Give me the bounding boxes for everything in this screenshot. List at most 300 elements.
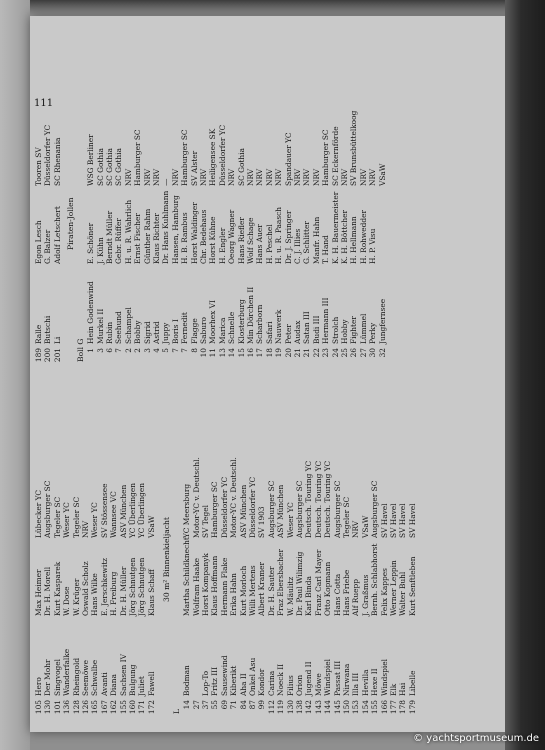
section-heading-binnenkiel: 30 m² Binnenkieljacht (162, 517, 172, 602)
cell-no: 7 (114, 348, 124, 353)
cell-name: Satan III (302, 311, 312, 344)
cell-no: 177 (389, 700, 398, 715)
cell-owner: Wolf Schage (246, 217, 255, 264)
cell-no: 155 (118, 700, 128, 715)
cell-name: Schwalbe (90, 659, 100, 696)
cell-club: VSaW (146, 515, 156, 538)
cell-name: Carina (266, 670, 276, 696)
cell-club: Deutsch. Touring YC (304, 460, 314, 538)
cell-owner: Hermann Flake (219, 557, 229, 616)
cell-owner: Erika Hahn (229, 573, 239, 616)
cell-name: Hein Godenwind (86, 281, 96, 344)
cell-club: SV Havel (398, 503, 408, 538)
cell-owner: G. Schlitter (302, 221, 312, 264)
cell-club: Hamburger SC (210, 481, 220, 538)
cell-club: SV Stössensee (99, 483, 109, 538)
class-label-piraten: Boll G (76, 338, 86, 362)
cell-name: Windspiel (379, 659, 389, 696)
cell-no: 30 (368, 348, 378, 358)
cell-owner: Wolfram Haake (191, 557, 201, 616)
cell-club: — (161, 178, 171, 186)
cell-owner: Kurt Senftleben (407, 556, 417, 616)
cell-owner: Horst Waldinger (189, 202, 199, 264)
cell-name: Bobby (133, 320, 143, 344)
cell-club: Augsburger SC (332, 480, 342, 538)
cell-no: 155 (370, 700, 380, 715)
cell-club: Weser YC (62, 502, 72, 538)
cell-name: Singvogel (52, 658, 62, 696)
cell-owner: Dr. H. Morell (43, 566, 53, 616)
cell-no: 144 (323, 700, 333, 715)
cell-name: Avanti (99, 672, 109, 696)
cell-name: Onkel Asu (248, 657, 257, 696)
cell-no: 172 (146, 700, 156, 715)
cell-no: 8 (189, 348, 199, 353)
cell-club: SC Gothia (95, 148, 105, 186)
cell-no: 200 (43, 348, 53, 363)
cell-no: 99 (257, 700, 267, 710)
cell-no: 6 (105, 348, 114, 353)
cell-club: NRV (368, 168, 378, 186)
cell-owner: Hansen, Hamburg (170, 195, 180, 264)
cell-club: SV Alster (189, 150, 199, 186)
table-lower-half (30, 22, 518, 370)
cell-no: 11 (208, 348, 218, 358)
cell-name: Fighter (349, 316, 359, 344)
cell-owner: J. Graßmus (360, 574, 370, 616)
cell-no: 154 (360, 700, 370, 715)
cell-club: YC Meersburg (182, 483, 192, 538)
cell-club: NRV (227, 168, 237, 186)
cell-name: Marica (217, 317, 227, 344)
table-upper-half (30, 374, 518, 722)
cell-owner: Bernh. Schlabhorst (370, 543, 380, 616)
cell-name: Murkel II (95, 308, 105, 344)
cell-owner: Manfr. Hahn (311, 216, 321, 264)
cell-owner: Hans Wilke (90, 573, 100, 616)
cell-owner: Karl Binda (304, 576, 314, 616)
cell-no: 25 (340, 348, 349, 358)
cell-name: Li (52, 336, 62, 344)
cell-club: SV Havel (407, 503, 417, 538)
cell-name: Seemöwe (81, 660, 90, 696)
cell-club: Deutsch. Touring YC (323, 460, 333, 538)
cell-club: Hamburger SC (321, 129, 331, 186)
cell-no: 23 (321, 348, 331, 358)
cell-club: NRV (264, 168, 274, 186)
cell-club: NRV (199, 168, 208, 186)
cell-name: Juliet (137, 676, 147, 696)
cell-owner: Albert Kramer (257, 561, 267, 616)
cell-owner: Dr. Hans Kuhlmann (161, 190, 171, 264)
cell-owner: Alf Ruepp (351, 579, 361, 616)
cell-club: Düsseldorfer YC (219, 476, 229, 538)
cell-club: Hamburger SC (133, 129, 143, 186)
cell-owner: Kurt Morloch (238, 565, 248, 616)
cell-no: 2 (123, 348, 133, 353)
cell-name: Flagge (189, 318, 199, 344)
cell-name: Hero (34, 677, 43, 696)
cell-club: NRV (81, 520, 90, 538)
cell-club: Wannsee VC (109, 491, 119, 538)
cell-name: Strolch (330, 316, 340, 344)
cell-owner: H. u. R. Paasch (274, 206, 284, 264)
cell-name: Boris I (170, 319, 180, 344)
cell-owner: W. Krüger (71, 578, 81, 616)
cell-owner: Dr. H. Sauter (266, 566, 276, 616)
cell-owner: Dr. J. Springer (283, 210, 293, 264)
cell-club: Augsburger SC (370, 480, 380, 538)
cell-owner: K. H. Bauermeister (330, 191, 340, 264)
cell-owner: Martha Schildknecht (182, 537, 192, 616)
cell-club: NRV (311, 168, 321, 186)
cell-name: Peter (283, 324, 293, 344)
cell-name: Schampel (123, 307, 133, 344)
cell-owner: H. P. Visu (368, 228, 378, 264)
cell-name: Seehund (114, 311, 124, 344)
cell-owner: Willi Mertens (248, 565, 257, 616)
cell-no: 55 (210, 700, 220, 710)
cell-owner: K. H. Böttcher (340, 210, 349, 264)
cell-name: Wanderfalke (62, 648, 72, 696)
cell-name: Moorhex VI (208, 300, 218, 344)
cell-no: 3 (142, 348, 152, 353)
cell-owner: Hans Auer (255, 224, 265, 264)
cell-name: Ralle (34, 324, 43, 344)
cell-name: Libelle (407, 670, 417, 696)
cell-name: Der Mohr (43, 659, 53, 696)
cell-club: SV Brunsbüttelkoog (349, 110, 359, 186)
cell-no: 19 (274, 348, 284, 358)
cell-no: 150 (342, 700, 351, 715)
cell-owner: Fraz Ebersbacher (276, 548, 286, 616)
cell-owner: H. Engler (217, 227, 227, 264)
cell-no: 178 (398, 700, 408, 715)
cell-no: 13 (217, 348, 227, 358)
cell-no: 27 (191, 700, 201, 710)
cell-club: Lübecker YC (34, 489, 43, 538)
cell-owner: Horst Kühne (208, 216, 218, 264)
cell-club: Weser YC (285, 502, 295, 538)
cell-club: SC Gothia (114, 148, 124, 186)
cell-name: Sachsen IV (118, 654, 128, 696)
cell-name: Hai (398, 682, 408, 696)
cell-owner: H. Rohwedder (358, 210, 368, 264)
cell-name: Aha II (238, 673, 248, 696)
book-edge-left (0, 0, 30, 750)
cell-owner: Dr. Paul Wilimzig (295, 551, 304, 616)
cell-name: Möwe (313, 673, 323, 696)
cell-club: ASV München (238, 484, 248, 538)
cell-owner: Franz Carl Mayer (313, 549, 323, 616)
cell-owner: Felix Kappes (379, 568, 389, 616)
cell-owner: E. Jerschkewitz (99, 557, 109, 616)
cell-club: NRV (302, 168, 312, 186)
cell-owner: Günther Rahm (142, 208, 152, 264)
cell-name: Bulgung (128, 664, 137, 696)
cell-owner: Hans Cotta (332, 573, 342, 616)
cell-no: 7 (170, 348, 180, 353)
cell-club: SC Eckernförde (330, 126, 340, 186)
cell-owner: Gebr. Rüffer (114, 218, 124, 264)
cell-name: Schnelle (227, 311, 237, 344)
cell-no: 101 (52, 700, 62, 715)
cell-club: NRV (246, 168, 255, 186)
cell-club: Düsseldorfer YC (248, 476, 257, 538)
cell-no: 22 (311, 348, 321, 358)
cell-owner: W. Mäulitz (285, 576, 295, 616)
cell-owner: Adolf Letschert (52, 206, 62, 264)
cell-club: SV Havel (379, 503, 389, 538)
cell-name: Fawell (146, 671, 156, 696)
cell-no: 136 (62, 700, 72, 715)
cell-no: 105 (34, 700, 43, 715)
cell-club: NRV (340, 168, 349, 186)
cell-name: Kiberikt (229, 665, 239, 696)
cell-name: Audax (293, 320, 302, 344)
cell-name: Sigrid (142, 321, 152, 344)
cell-owner: Klaus Hoffmann (210, 555, 220, 616)
cell-club: NRV (255, 168, 265, 186)
cell-no: 160 (128, 700, 137, 715)
cell-no: 130 (43, 700, 53, 715)
rotated-text-area (30, 16, 518, 732)
cell-no: 87 (248, 700, 257, 710)
cell-name: Perky (368, 322, 378, 344)
cell-club: Tegeler SC (71, 496, 81, 538)
cell-club: Tegeler SC (342, 496, 351, 538)
cell-club: NRV (358, 168, 368, 186)
cell-name: Lümmel (358, 313, 368, 344)
cell-club: VSaW (377, 163, 387, 186)
cell-no: 26 (349, 348, 359, 358)
book-edge-top (30, 0, 518, 16)
cell-owner: Dr. H. Müller (118, 566, 128, 616)
watermark: © yachtsportmuseum.de (413, 733, 539, 744)
cell-name: Elk (389, 683, 398, 696)
cell-club: WSG Berliner (86, 134, 96, 186)
cell-owner: C. J. Illies (293, 228, 302, 264)
cell-owner: G. Balzer (43, 229, 53, 264)
cell-club: Augsburger SC (266, 480, 276, 538)
book-spine (505, 0, 545, 750)
cell-club: Augsburger SC (295, 480, 304, 538)
cell-no: 21 (293, 348, 302, 358)
cell-club: Heiligensee SK (208, 128, 218, 186)
cell-owner: Chr. Bedehaus (199, 209, 208, 264)
cell-name: Bodman (182, 665, 192, 696)
cell-no: 4 (152, 348, 161, 353)
cell-owner: Oeorg Wagner (227, 209, 237, 264)
page-number: 111 (34, 98, 54, 109)
cell-owner: Berndt Müller (105, 210, 114, 264)
cell-no: 7 (180, 348, 190, 353)
cell-owner: H. u. R. Wahrlich (123, 199, 133, 264)
cell-name: Budi III (311, 315, 321, 344)
cell-owner: Jörg Schnutgen (128, 557, 137, 616)
cell-no: 128 (71, 700, 81, 715)
cell-owner: Hans Riefler (236, 217, 246, 264)
cell-no: 32 (377, 348, 387, 358)
cell-name: Diana (109, 674, 119, 696)
cell-no: 1 (86, 348, 96, 353)
cell-name: Orion (295, 674, 304, 696)
cell-owner: Hans Friebe (342, 569, 351, 616)
cell-club: SV 1903 (257, 506, 267, 538)
cell-name: Astrid (152, 321, 161, 344)
cell-name: Illa III (351, 672, 361, 696)
cell-name: Rubin (105, 321, 114, 344)
cell-owner: Egon Lesch (34, 220, 43, 264)
cell-name: Fritz III (210, 667, 220, 696)
cell-no: 189 (34, 348, 43, 363)
cell-club: Hamburger SC (180, 129, 190, 186)
cell-owner: Klaus Richter (152, 213, 161, 264)
cell-owner: H. B. Rambus (180, 212, 190, 264)
cell-name: Hobby (340, 319, 349, 344)
cell-owner: Otto Kopmann (323, 561, 333, 616)
cell-no: 201 (52, 348, 62, 363)
cell-name: Fernedit (180, 312, 190, 344)
section-heading-piraten: Piraten-Jollen (66, 197, 76, 250)
cell-no: 112 (266, 700, 276, 715)
class-label-binnenkiel: L (172, 708, 182, 714)
cell-no: 171 (137, 700, 147, 715)
cell-name: Nauwerk (274, 309, 284, 344)
cell-no: 18 (264, 348, 274, 358)
cell-no: 153 (351, 700, 361, 715)
cell-club: YC Überlingen (128, 483, 137, 538)
cell-club: NRV (142, 168, 152, 186)
cell-club: Düsseldorfer YC (43, 124, 53, 186)
cell-owner: Kurt Kasparek (52, 561, 62, 616)
cell-owner: Oswald Scholz (81, 561, 90, 616)
cell-club: Deutsch. Touring YC (313, 460, 323, 538)
cell-owner: Jörg Schnutgen (137, 557, 147, 616)
cell-club: NRV (170, 168, 180, 186)
cell-name: Hermann III (321, 297, 331, 344)
cell-name: Lop-To (201, 670, 210, 696)
cell-name: Butschi (43, 315, 53, 344)
cell-owner: Ernst Fischer (133, 213, 143, 264)
cell-no: 69 (219, 700, 229, 710)
cell-club: NRV (351, 520, 361, 538)
cell-no: 14 (182, 700, 192, 710)
cell-name: Kondor (257, 668, 267, 696)
cell-no: 71 (229, 700, 239, 710)
cell-no: 166 (379, 700, 389, 715)
cell-club: VSaW (360, 515, 370, 538)
cell-club: ASV München (276, 484, 286, 538)
cell-owner: Werner Leppin (389, 560, 398, 616)
cell-name: Nirwana (342, 663, 351, 696)
cell-no: 167 (99, 700, 109, 715)
cell-no: 126 (81, 700, 90, 715)
cell-club: Weser YC (90, 502, 100, 538)
cell-club: SC Gothia (105, 148, 114, 186)
cell-club: Motor-YC v. Deutschl. (191, 457, 201, 538)
cell-club: SV Havel (389, 503, 398, 538)
cell-name: Rheingold (71, 657, 81, 696)
cell-owner: E. Schöner (86, 222, 96, 264)
cell-no: 165 (90, 700, 100, 715)
cell-no: 14 (227, 348, 237, 358)
cell-club: Tegeler SC (52, 496, 62, 538)
cell-name: Safari (264, 321, 274, 344)
cell-club: ASV München (118, 484, 128, 538)
cell-name: Scharborn (255, 304, 265, 344)
cell-no: 143 (313, 700, 323, 715)
cell-name: Hevilla (360, 669, 370, 696)
cell-no: 179 (407, 700, 417, 715)
cell-owner: Walter Buhl (398, 571, 408, 616)
cell-club: Spandauer YC (283, 132, 293, 186)
cell-name: Windspiel (323, 659, 333, 696)
cell-owner: J. Kühn (95, 237, 105, 264)
cell-name: Noeck II (276, 663, 286, 696)
cell-no: 142 (304, 700, 314, 715)
cell-no: 10 (199, 348, 208, 358)
cell-name: Min Dörchen II (246, 286, 255, 344)
cell-no: 119 (276, 700, 286, 715)
cell-name: Sausewind (219, 655, 229, 696)
cell-club: Augsburger SC (43, 480, 53, 538)
cell-name: Saburo (199, 317, 208, 344)
cell-no: 27 (358, 348, 368, 358)
cell-no: 162 (109, 700, 119, 715)
cell-owner: T. Hand (321, 235, 331, 264)
cell-no: 20 (283, 348, 293, 358)
cell-no: 15 (236, 348, 246, 358)
cell-club: YC Überlingen (137, 483, 147, 538)
cell-club: NRV (274, 168, 284, 186)
cell-name: Jungfernsee (377, 298, 387, 344)
cell-no: 16 (246, 348, 255, 358)
cell-owner: W. Dose (62, 586, 72, 616)
cell-no: 145 (332, 700, 342, 715)
cell-no: 5 (161, 348, 171, 353)
cell-owner: Klaus Schaff (146, 569, 156, 616)
cell-no: 37 (201, 700, 210, 710)
cell-no: 2 (133, 348, 143, 353)
cell-club: NRV (152, 168, 161, 186)
cell-club: Düsseldorfer YC (217, 124, 227, 186)
cell-owner: H. Hellmann (349, 216, 359, 264)
cell-club: NRV (123, 168, 133, 186)
cell-owner: H. Peschel (264, 224, 274, 264)
cell-owner: Max Heimer (34, 569, 43, 616)
cell-owner: H. Freiburg (109, 571, 119, 616)
cell-owner: Horst Kompanyk (201, 553, 210, 616)
cell-club: NRV (293, 168, 302, 186)
cell-club: Motor-YC v. Deutschl. (229, 457, 239, 538)
cell-no: 3 (95, 348, 105, 353)
cell-name: Hexe II (370, 668, 380, 696)
cell-no: 24 (330, 348, 340, 358)
cell-name: Juppy (161, 322, 171, 344)
cell-name: Klosterburg (236, 299, 246, 344)
cell-name: Filius (285, 675, 295, 696)
cell-no: 130 (285, 700, 295, 715)
book-page (30, 16, 518, 732)
cell-club: SC Rhenania (52, 137, 62, 186)
cell-name: Passat III (332, 660, 342, 696)
cell-name: Jugend II (304, 661, 314, 696)
cell-no: 138 (295, 700, 304, 715)
cell-no: 21 (302, 348, 312, 358)
cell-no: 17 (255, 348, 265, 358)
cell-club: SC Gothia (236, 148, 246, 186)
